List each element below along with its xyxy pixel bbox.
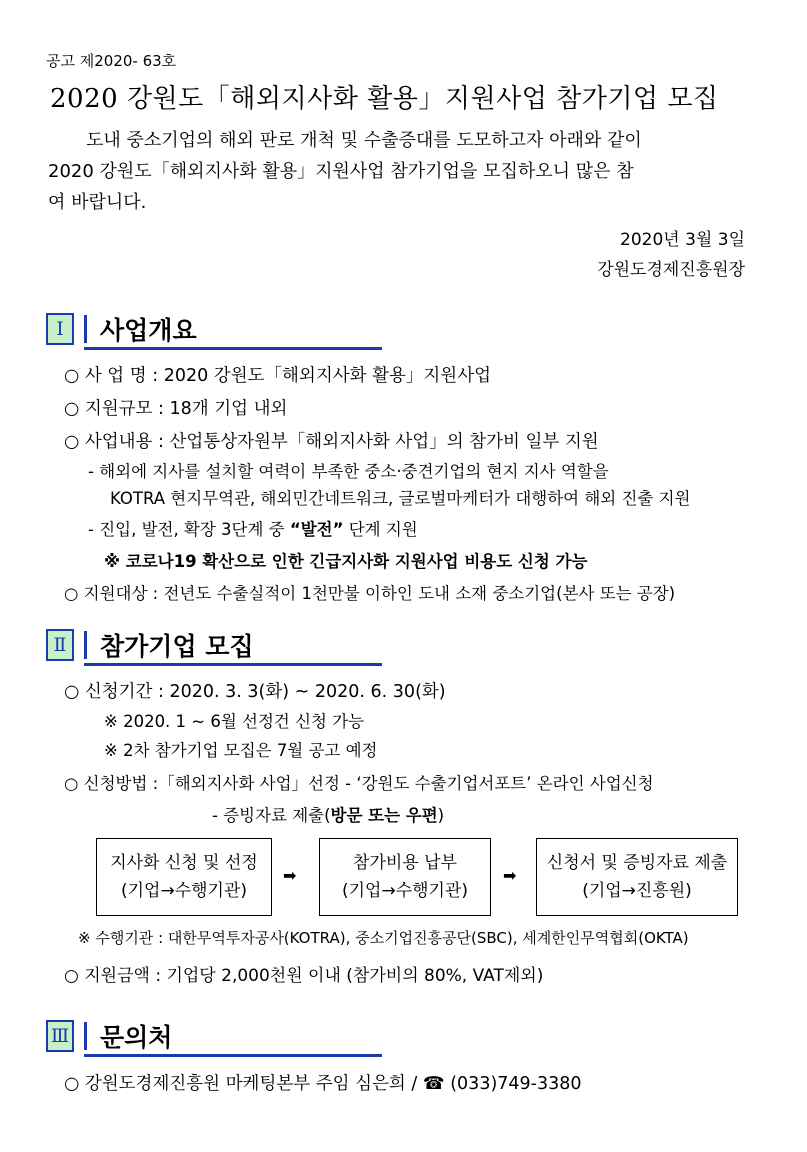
section-title: 참가기업 모집 — [100, 632, 254, 661]
section-2-heading — [46, 629, 382, 665]
section-number: Ⅰ — [46, 313, 74, 345]
detail-2-pre: - 진입, 발전, 확장 3단계 중 — [88, 520, 290, 539]
flow-step-1 — [96, 838, 272, 916]
announcement-date: 2020년 3월 3일 — [620, 230, 745, 250]
method-2-post: ) — [437, 806, 445, 825]
flow-step-title: 지사화 신청 및 선정 — [110, 853, 258, 873]
section-underline — [84, 1054, 382, 1057]
right-arrow-icon: ➡ — [503, 866, 517, 885]
flow-step-sub: (기업→진흥원) — [582, 881, 692, 901]
detail-2-post: 단계 지원 — [343, 520, 418, 539]
document-title: 2020 강원도「해외지사화 활용」지원사업 참가기업 모집 — [50, 84, 719, 114]
flow-step-title: 신청서 및 증빙자료 제출 — [546, 853, 728, 873]
contact-person: ○ 강원도경제진흥원 마케팅본부 주임 심은희 / — [64, 1074, 423, 1094]
section-underline — [84, 347, 382, 350]
application-period: ○ 신청기간 : 2020. 3. 3(화) ~ 2020. 6. 30(화) — [64, 682, 446, 702]
support-target: ○ 지원대상 : 전년도 수출실적이 1천만불 이하인 도내 소재 중소기업(본사 또는 공장) — [64, 584, 676, 603]
content-detail-2 — [88, 516, 418, 540]
intro-line-2: 2020 강원도「해외지사화 활용」지원사업 참가기업을 모집하오니 많은 참 — [48, 161, 634, 182]
application-method: ○ 신청방법 :「해외지사화 사업」선정 - ‘강원도 수출기업서포트’ 온라인 사업신청 — [64, 774, 654, 793]
section-bar — [84, 1022, 87, 1050]
issuer: 강원도경제진흥원장 — [597, 260, 745, 280]
flow-step-3 — [536, 838, 738, 916]
section-title: 문의처 — [100, 1023, 173, 1052]
method-2-bold: 방문 또는 우편 — [330, 806, 438, 825]
phone-icon: ☎ — [422, 1074, 445, 1094]
flow-step-title: 참가비용 납부 — [353, 853, 457, 873]
section-title: 사업개요 — [100, 316, 197, 345]
section-underline — [84, 663, 382, 666]
content-detail-1b: KOTRA 현지무역관, 해외민간네트워크, 글로벌마케터가 대행하여 해외 진출 지원 — [110, 489, 691, 508]
section-1-heading — [46, 313, 382, 349]
right-arrow-icon: ➡ — [283, 866, 297, 885]
period-note-1: ※ 2020. 1 ~ 6월 선정건 신청 가능 — [104, 712, 365, 731]
project-name: ○ 사 업 명 : 2020 강원도「해외지사화 활용」지원사업 — [64, 366, 492, 386]
method-2-pre: - 증빙자료 제출( — [212, 806, 331, 825]
section-bar — [84, 631, 87, 659]
flow-step-sub: (기업→수행기관) — [341, 881, 469, 901]
flow-step-sub: (기업→수행기관) — [120, 881, 248, 901]
support-scale: ○ 지원규모 : 18개 기업 내외 — [64, 399, 288, 419]
project-content: ○ 사업내용 : 산업통상자원부「해외지사화 사업」의 참가비 일부 지원 — [64, 432, 599, 452]
section-number: Ⅲ — [46, 1020, 74, 1052]
flow-step-2 — [319, 838, 491, 916]
covid-note: ※ 코로나19 확산으로 인한 긴급지사화 지원사업 비용도 신청 가능 — [104, 552, 588, 571]
content-detail-1a: - 해외에 지사를 설치할 여력이 부족한 중소·중견기업의 현지 지사 역할을 — [88, 462, 609, 481]
section-bar — [84, 315, 87, 343]
intro-paragraph — [48, 125, 748, 218]
period-note-2: ※ 2차 참가기업 모집은 7월 공고 예정 — [104, 741, 378, 760]
contact-info — [64, 1070, 582, 1095]
section-3-heading — [46, 1020, 382, 1056]
notice-number: 공고 제2020- 63호 — [46, 52, 177, 70]
application-method-2 — [212, 802, 444, 826]
phone-number: (033)749-3380 — [444, 1074, 582, 1094]
agencies-note: ※ 수행기관 : 대한무역투자공사(KOTRA), 중소기업진흥공단(SBC), 세계한인무역협회(OKTA) — [78, 929, 689, 947]
support-amount: ○ 지원금액 : 기업당 2,000천원 이내 (참가비의 80%, VAT제외) — [64, 966, 544, 986]
intro-line-3: 여 바랍니다. — [48, 192, 147, 213]
detail-2-bold: “발전” — [289, 520, 344, 539]
intro-line-1: 도내 중소기업의 해외 판로 개척 및 수출증대를 도모하고자 아래와 같이 — [86, 130, 642, 151]
section-number: Ⅱ — [46, 629, 74, 661]
